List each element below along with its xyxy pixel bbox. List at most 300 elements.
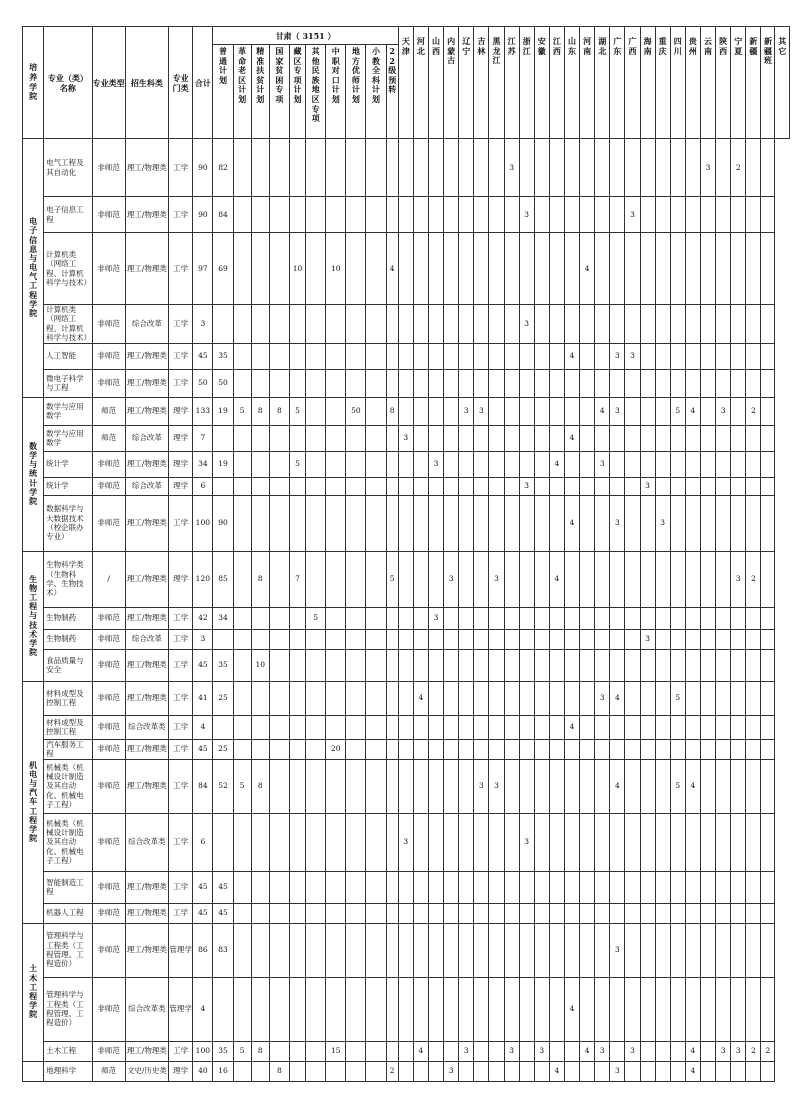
province-value-cell xyxy=(670,715,685,739)
province-value-cell xyxy=(610,715,625,739)
province-value-cell xyxy=(761,369,775,397)
province-value-cell xyxy=(398,649,413,681)
province-value-cell xyxy=(640,139,655,197)
province-value-cell xyxy=(549,495,564,551)
major-cell: 计算机类（网络工程、计算机科学与技术） xyxy=(44,305,92,344)
province-value-cell xyxy=(398,139,413,197)
gansu-value-cell xyxy=(233,629,251,649)
province-value-cell xyxy=(534,233,549,305)
province-value-cell xyxy=(731,451,746,477)
table-row xyxy=(23,923,790,977)
province-value-cell xyxy=(413,649,428,681)
province-value-cell xyxy=(444,197,459,233)
province-value-cell xyxy=(685,369,700,397)
province-value-cell xyxy=(459,551,474,607)
gansu-value-cell xyxy=(386,425,398,451)
category-cell: 理工/物理类 xyxy=(125,551,168,607)
province-value-cell xyxy=(398,739,413,759)
province-value-cell xyxy=(670,923,685,977)
province-value-cell xyxy=(640,495,655,551)
type-cell: 师范 xyxy=(92,397,125,425)
province-value-cell xyxy=(746,923,761,977)
province-value-cell xyxy=(534,681,549,715)
gansu-value-cell xyxy=(386,139,398,197)
province-value-cell xyxy=(610,607,625,629)
discipline-cell: 工学 xyxy=(169,681,193,715)
college-cell xyxy=(23,397,44,551)
province-value-cell xyxy=(519,759,534,813)
province-value-cell xyxy=(595,139,610,197)
header-province xyxy=(534,27,549,139)
province-value-cell xyxy=(580,715,595,739)
province-value-cell xyxy=(716,551,731,607)
province-value-cell xyxy=(670,425,685,451)
province-value-cell xyxy=(761,1061,775,1081)
province-value-cell xyxy=(534,759,549,813)
province-value-cell xyxy=(428,551,443,607)
discipline-cell: 工学 xyxy=(169,1041,193,1061)
gansu-value-cell xyxy=(386,813,398,871)
province-value-cell: 3 xyxy=(519,305,534,344)
province-value-cell xyxy=(519,715,534,739)
province-value-cell xyxy=(716,495,731,551)
province-value-cell xyxy=(761,495,775,551)
gansu-value-cell xyxy=(289,139,305,197)
gansu-value-cell xyxy=(346,629,366,649)
province-value-cell xyxy=(625,1061,640,1081)
gansu-value-cell xyxy=(366,903,386,923)
province-value-cell xyxy=(761,197,775,233)
header-gansu-col-text: 精准扶贫计划 xyxy=(256,46,265,104)
gansu-value-cell: 5 xyxy=(233,759,251,813)
total-cell: 6 xyxy=(193,813,213,871)
header-gansu-col-text: 革命老区计划 xyxy=(238,46,247,104)
total-cell: 34 xyxy=(193,451,213,477)
province-value-cell xyxy=(625,759,640,813)
gansu-value-cell xyxy=(326,813,346,871)
gansu-value-cell: 34 xyxy=(213,607,233,629)
gansu-value-cell: 10 xyxy=(326,233,346,305)
total-cell: 45 xyxy=(193,649,213,681)
gansu-value-cell xyxy=(251,495,269,551)
gansu-value-cell xyxy=(289,305,305,344)
province-value-cell xyxy=(580,923,595,977)
province-value-cell xyxy=(413,495,428,551)
province-value-cell xyxy=(549,343,564,369)
gansu-value-cell xyxy=(213,425,233,451)
gansu-value-cell xyxy=(213,813,233,871)
province-value-cell xyxy=(716,607,731,629)
gansu-value-cell xyxy=(251,233,269,305)
province-value-cell xyxy=(761,451,775,477)
gansu-value-cell: 8 xyxy=(251,551,269,607)
province-value-cell xyxy=(459,681,474,715)
province-value-cell xyxy=(731,233,746,305)
province-value-cell xyxy=(670,197,685,233)
province-value-cell xyxy=(731,813,746,871)
province-value-cell xyxy=(398,629,413,649)
province-value-cell xyxy=(519,343,534,369)
header-province xyxy=(685,27,700,139)
province-value-cell xyxy=(595,495,610,551)
province-value-cell xyxy=(731,343,746,369)
province-value-cell xyxy=(580,759,595,813)
gansu-value-cell xyxy=(289,903,305,923)
province-value-cell xyxy=(700,197,715,233)
province-value-cell xyxy=(504,903,519,923)
college-cell xyxy=(23,681,44,923)
province-value-cell: 3 xyxy=(640,477,655,495)
province-value-cell xyxy=(655,1041,670,1061)
type-cell: 非师范 xyxy=(92,629,125,649)
province-value-cell: 4 xyxy=(610,759,625,813)
province-value-cell xyxy=(716,681,731,715)
discipline-cell: 工学 xyxy=(169,197,193,233)
province-value-cell xyxy=(564,681,579,715)
gansu-value-cell xyxy=(346,551,366,607)
province-value-cell xyxy=(549,477,564,495)
gansu-value-cell xyxy=(346,369,366,397)
province-value-cell xyxy=(444,343,459,369)
gansu-value-cell xyxy=(269,759,289,813)
province-value-cell xyxy=(610,305,625,344)
province-value-cell xyxy=(746,977,761,1041)
college-name: 机电与汽车工程学院 xyxy=(29,759,38,844)
gansu-value-cell xyxy=(366,629,386,649)
discipline-cell: 工学 xyxy=(169,903,193,923)
gansu-value-cell xyxy=(251,715,269,739)
total-cell: 86 xyxy=(193,923,213,977)
province-value-cell xyxy=(731,369,746,397)
province-value-cell xyxy=(428,649,443,681)
header-province xyxy=(746,27,761,139)
gansu-value-cell xyxy=(346,1061,366,1081)
gansu-value-cell xyxy=(233,551,251,607)
province-value-cell xyxy=(534,425,549,451)
discipline-cell: 管理学 xyxy=(169,923,193,977)
gansu-value-cell xyxy=(366,233,386,305)
province-value-cell: 4 xyxy=(549,551,564,607)
province-value-cell xyxy=(519,871,534,903)
province-value-cell xyxy=(534,305,549,344)
province-value-cell xyxy=(504,451,519,477)
table-row xyxy=(23,369,790,397)
header-province xyxy=(489,27,504,139)
province-value-cell xyxy=(413,197,428,233)
header-province-text: 黑龙江 xyxy=(492,36,501,66)
gansu-value-cell xyxy=(386,759,398,813)
type-cell: 师范 xyxy=(92,425,125,451)
gansu-value-cell xyxy=(386,649,398,681)
type-cell: 非师范 xyxy=(92,903,125,923)
gansu-value-cell xyxy=(346,425,366,451)
province-value-cell xyxy=(716,903,731,923)
province-value-cell xyxy=(413,629,428,649)
province-value-cell xyxy=(489,305,504,344)
total-cell: 90 xyxy=(193,139,213,197)
category-cell: 理工/物理类 xyxy=(125,759,168,813)
province-value-cell xyxy=(640,871,655,903)
gansu-value-cell: 15 xyxy=(326,1041,346,1061)
type-cell: 非师范 xyxy=(92,607,125,629)
province-value-cell xyxy=(640,425,655,451)
header-gansu-col xyxy=(233,45,251,139)
gansu-value-cell xyxy=(233,649,251,681)
province-value-cell xyxy=(519,551,534,607)
gansu-value-cell: 2 xyxy=(386,1061,398,1081)
gansu-value-cell xyxy=(386,681,398,715)
gansu-value-cell xyxy=(306,397,326,425)
province-value-cell xyxy=(413,813,428,871)
type-cell: 非师范 xyxy=(92,649,125,681)
province-value-cell xyxy=(428,233,443,305)
province-value-cell xyxy=(761,305,775,344)
gansu-value-cell xyxy=(346,871,366,903)
province-value-cell xyxy=(610,739,625,759)
gansu-value-cell xyxy=(306,369,326,397)
total-cell: 50 xyxy=(193,369,213,397)
gansu-value-cell xyxy=(346,813,366,871)
province-value-cell xyxy=(685,629,700,649)
header-province-text: 江西 xyxy=(552,36,561,56)
gansu-value-cell xyxy=(251,813,269,871)
gansu-value-cell xyxy=(289,715,305,739)
gansu-value-cell xyxy=(289,649,305,681)
province-value-cell xyxy=(519,923,534,977)
gansu-value-cell xyxy=(326,903,346,923)
province-value-cell xyxy=(489,451,504,477)
province-value-cell xyxy=(580,629,595,649)
gansu-value-cell xyxy=(233,739,251,759)
gansu-value-cell xyxy=(346,495,366,551)
province-value-cell xyxy=(398,715,413,739)
province-value-cell: 3 xyxy=(504,1041,519,1061)
province-value-cell xyxy=(625,715,640,739)
province-value-cell xyxy=(731,305,746,344)
major-cell: 机械类（机械设计制造及其自动化、机械电子工程） xyxy=(44,759,92,813)
province-value-cell xyxy=(519,739,534,759)
province-value-cell xyxy=(428,871,443,903)
gansu-value-cell xyxy=(386,739,398,759)
gansu-value-cell xyxy=(251,343,269,369)
gansu-value-cell xyxy=(269,871,289,903)
total-cell: 133 xyxy=(193,397,213,425)
province-value-cell xyxy=(610,369,625,397)
category-cell: 综合改革 xyxy=(125,305,168,344)
gansu-value-cell xyxy=(366,495,386,551)
table-row xyxy=(23,477,790,495)
header-province-text: 重庆 xyxy=(658,36,667,56)
header-province-text: 海南 xyxy=(643,36,652,56)
province-value-cell xyxy=(549,715,564,739)
header-province xyxy=(670,27,685,139)
province-value-cell: 3 xyxy=(474,397,489,425)
gansu-value-cell xyxy=(306,681,326,715)
province-value-cell xyxy=(474,923,489,977)
province-value-cell xyxy=(580,903,595,923)
province-value-cell xyxy=(534,977,549,1041)
gansu-value-cell: 20 xyxy=(326,739,346,759)
gansu-value-cell: 8 xyxy=(269,1061,289,1081)
table-row xyxy=(23,977,790,1041)
gansu-value-cell xyxy=(213,305,233,344)
province-value-cell: 5 xyxy=(670,397,685,425)
province-value-cell xyxy=(685,495,700,551)
province-value-cell: 3 xyxy=(595,451,610,477)
discipline-cell: 工学 xyxy=(169,629,193,649)
discipline-cell: 工学 xyxy=(169,233,193,305)
province-value-cell xyxy=(640,813,655,871)
province-value-cell xyxy=(504,477,519,495)
province-value-cell: 3 xyxy=(610,923,625,977)
category-cell: 综合改革 xyxy=(125,629,168,649)
province-value-cell xyxy=(534,649,549,681)
gansu-value-cell xyxy=(386,369,398,397)
gansu-value-cell xyxy=(233,477,251,495)
gansu-value-cell xyxy=(346,715,366,739)
province-value-cell xyxy=(444,649,459,681)
province-value-cell xyxy=(413,451,428,477)
province-value-cell xyxy=(746,343,761,369)
gansu-value-cell xyxy=(326,477,346,495)
province-value-cell xyxy=(625,903,640,923)
province-value-cell xyxy=(580,305,595,344)
major-cell: 材料成型及控制工程 xyxy=(44,681,92,715)
gansu-value-cell: 35 xyxy=(213,649,233,681)
gansu-value-cell xyxy=(233,871,251,903)
province-value-cell xyxy=(534,903,549,923)
major-cell: 计算机类（网络工程、计算机科学与技术） xyxy=(44,233,92,305)
province-value-cell xyxy=(580,607,595,629)
total-cell: 4 xyxy=(193,977,213,1041)
province-value-cell xyxy=(640,759,655,813)
province-value-cell xyxy=(746,233,761,305)
table-row xyxy=(23,1061,790,1081)
header-province-text: 广东 xyxy=(613,36,622,56)
province-value-cell xyxy=(670,1061,685,1081)
province-value-cell xyxy=(625,305,640,344)
province-value-cell xyxy=(746,495,761,551)
province-value-cell xyxy=(625,923,640,977)
header-gansu-col-text: 中职对口计划 xyxy=(331,46,340,104)
gansu-value-cell xyxy=(366,681,386,715)
major-cell: 生物科学类（生物科学、生物技术） xyxy=(44,551,92,607)
gansu-value-cell xyxy=(386,197,398,233)
province-value-cell xyxy=(595,233,610,305)
province-value-cell xyxy=(398,551,413,607)
gansu-value-cell xyxy=(289,759,305,813)
major-cell: 机械类（机械设计制造及其自动化、机械电子工程） xyxy=(44,813,92,871)
province-value-cell xyxy=(444,739,459,759)
gansu-value-cell xyxy=(326,715,346,739)
header-gansu-col-text: 22级预转 xyxy=(388,46,397,95)
province-value-cell xyxy=(610,649,625,681)
province-value-cell: 3 xyxy=(731,551,746,607)
province-value-cell xyxy=(595,343,610,369)
gansu-value-cell: 45 xyxy=(213,903,233,923)
type-cell: 非师范 xyxy=(92,739,125,759)
province-value-cell xyxy=(413,759,428,813)
province-value-cell xyxy=(700,759,715,813)
province-value-cell xyxy=(459,425,474,451)
province-value-cell xyxy=(700,681,715,715)
province-value-cell xyxy=(685,197,700,233)
province-value-cell xyxy=(459,233,474,305)
province-value-cell xyxy=(489,681,504,715)
province-value-cell xyxy=(564,629,579,649)
province-value-cell xyxy=(595,871,610,903)
province-value-cell xyxy=(489,739,504,759)
province-value-cell xyxy=(580,551,595,607)
province-value-cell xyxy=(746,305,761,344)
province-value-cell xyxy=(670,649,685,681)
province-value-cell xyxy=(534,451,549,477)
province-value-cell xyxy=(549,759,564,813)
province-value-cell xyxy=(534,629,549,649)
gansu-value-cell xyxy=(366,197,386,233)
gansu-value-cell xyxy=(366,759,386,813)
header-province-text: 宁夏 xyxy=(734,36,743,56)
category-cell: 理工/物理类 xyxy=(125,139,168,197)
major-cell: 数据科学与大数据技术（校企联办专业） xyxy=(44,495,92,551)
gansu-value-cell xyxy=(251,425,269,451)
province-value-cell xyxy=(398,681,413,715)
province-value-cell xyxy=(685,903,700,923)
province-value-cell xyxy=(625,425,640,451)
province-value-cell xyxy=(504,629,519,649)
province-value-cell xyxy=(549,629,564,649)
gansu-value-cell xyxy=(346,305,366,344)
province-value-cell xyxy=(444,903,459,923)
province-value-cell xyxy=(625,649,640,681)
province-value-cell xyxy=(504,813,519,871)
gansu-value-cell xyxy=(306,343,326,369)
gansu-value-cell xyxy=(326,681,346,715)
table-row xyxy=(23,607,790,629)
province-value-cell: 4 xyxy=(610,681,625,715)
table-row xyxy=(23,903,790,923)
province-value-cell xyxy=(746,759,761,813)
province-value-cell xyxy=(474,1041,489,1061)
province-value-cell xyxy=(595,739,610,759)
gansu-value-cell xyxy=(269,233,289,305)
province-value-cell xyxy=(398,343,413,369)
province-value-cell xyxy=(761,871,775,903)
province-value-cell: 4 xyxy=(549,1061,564,1081)
province-value-cell: 3 xyxy=(444,1061,459,1081)
gansu-value-cell xyxy=(346,451,366,477)
province-value-cell xyxy=(549,369,564,397)
province-value-cell xyxy=(640,681,655,715)
province-value-cell xyxy=(504,197,519,233)
province-value-cell xyxy=(413,1061,428,1081)
header-gansu-col xyxy=(213,45,233,139)
gansu-value-cell xyxy=(366,397,386,425)
gansu-value-cell xyxy=(233,495,251,551)
province-value-cell xyxy=(549,139,564,197)
province-value-cell xyxy=(519,397,534,425)
gansu-value-cell xyxy=(289,813,305,871)
header-province xyxy=(519,27,534,139)
gansu-value-cell xyxy=(326,977,346,1041)
type-cell: 非师范 xyxy=(92,923,125,977)
province-value-cell xyxy=(731,1061,746,1081)
province-value-cell: 3 xyxy=(428,607,443,629)
province-value-cell xyxy=(564,451,579,477)
gansu-value-cell xyxy=(251,139,269,197)
gansu-value-cell xyxy=(251,197,269,233)
gansu-value-cell: 5 xyxy=(289,451,305,477)
